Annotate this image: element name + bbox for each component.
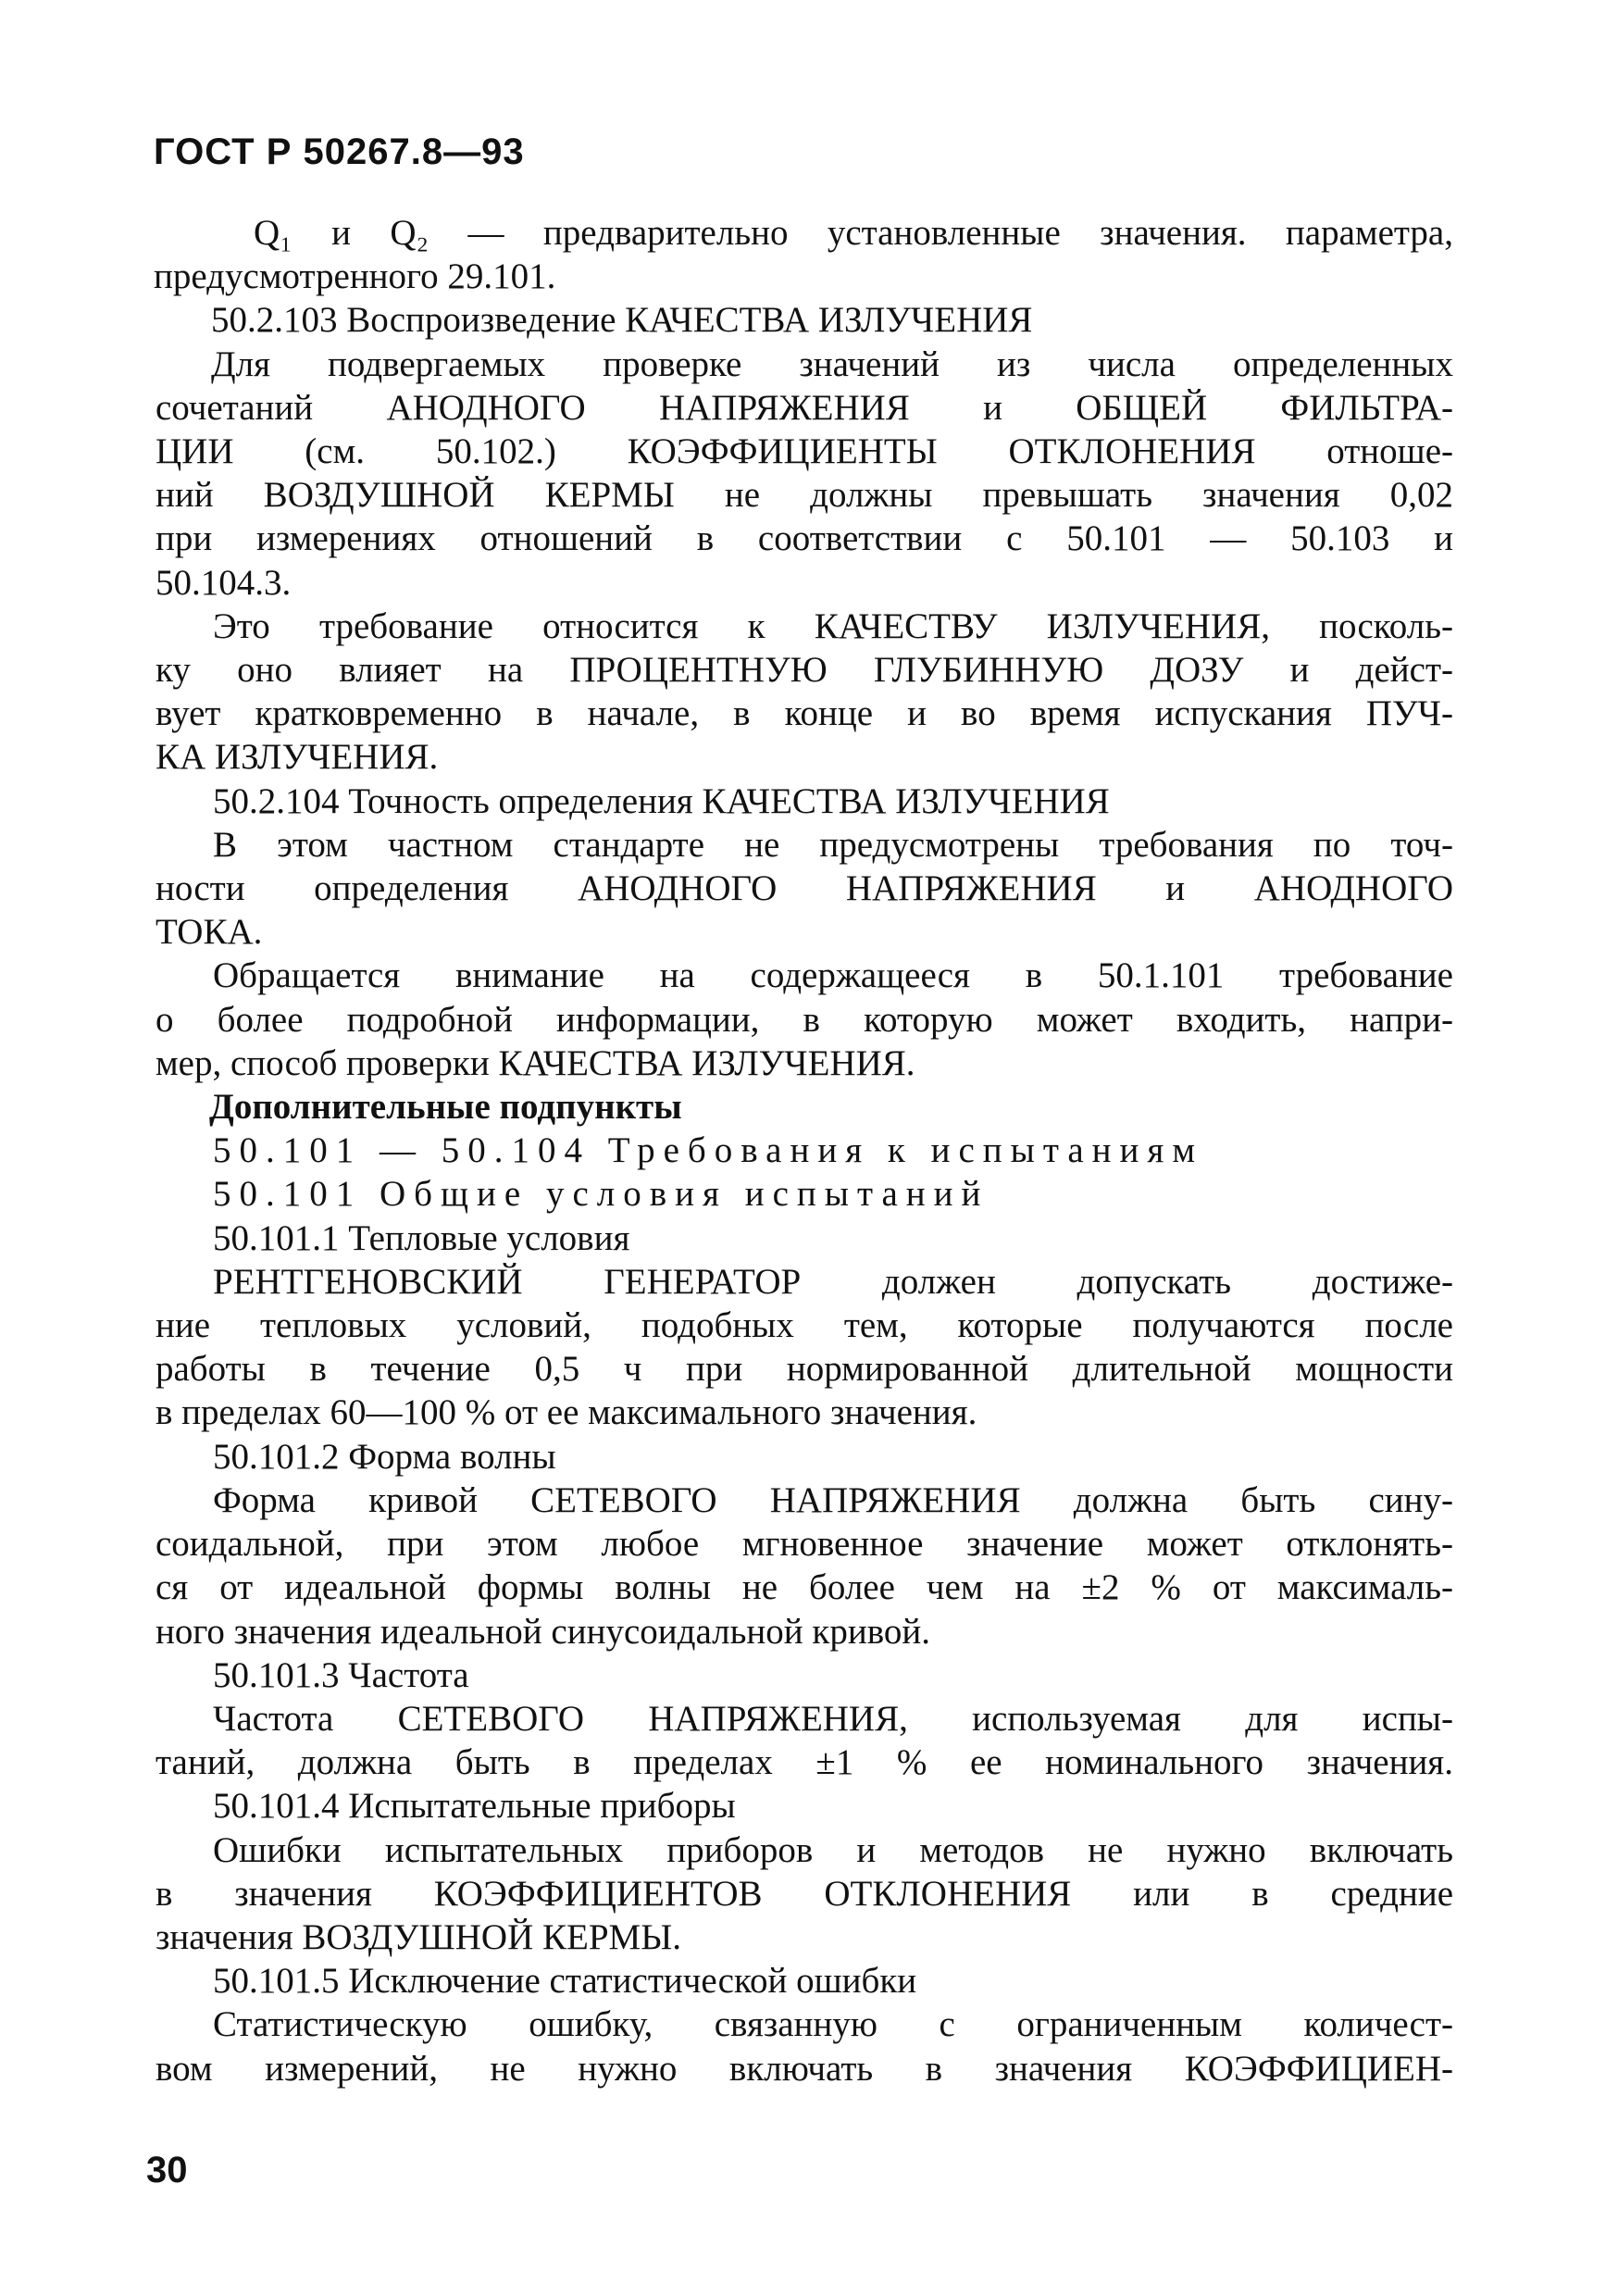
- section-heading: 50.101.1 Тепловые условия: [213, 1217, 630, 1258]
- text-line: РЕНТГЕНОВСКИЙ ГЕНЕРАТОР должен допускать достиже-: [213, 1261, 1453, 1302]
- text-line: ЦИИ (см. 50.102.) КОЭФФИЦИЕНТЫ ОТКЛОНЕНИЯ отноше-: [156, 431, 1453, 472]
- text-line: ности определения АНОДНОГО НАПРЯЖЕНИЯ и АНОДНОГО: [156, 868, 1453, 909]
- text-line: ку оно влияет на ПРОЦЕНТНУЮ ГЛУБИННУЮ ДОЗУ и дейст-: [156, 650, 1453, 691]
- text-line: в значения КОЭФФИЦИЕНТОВ ОТКЛОНЕНИЯ или в средние: [156, 1873, 1453, 1914]
- text-line: при измерениях отношений в соответствии с 50.101 — 50.103 и: [156, 518, 1453, 559]
- text-line: ние тепловых условий, подобных тем, которые получаются после: [156, 1305, 1453, 1346]
- text-line: таний, должна быть в пределах ±1 % ее номинального значения.: [156, 1742, 1453, 1783]
- text-line: предусмотренного 29.101.: [154, 256, 556, 297]
- section-heading: 50.101.5 Исключение статистической ошибки: [213, 1961, 917, 2002]
- section-heading: 50.101.4 Испытательные приборы: [213, 1786, 736, 1827]
- page-number: 30: [146, 2150, 188, 2190]
- text-line: Частота СЕТЕВОГО НАПРЯЖЕНИЯ, используемая для испы-: [213, 1698, 1453, 1739]
- text-line: сочетаний АНОДНОГО НАПРЯЖЕНИЯ и ОБЩЕЙ ФИЛЬТРА-: [156, 387, 1453, 428]
- text-line: Ошибки испытательных приборов и методов не нужно включать: [213, 1829, 1453, 1870]
- text-line: соидальной, при этом любое мгновенное значение может отклонять-: [156, 1524, 1453, 1565]
- page-header: ГОСТ Р 50267.8—93: [154, 131, 525, 172]
- text-line: значения ВОЗДУШНОЙ КЕРМЫ.: [156, 1916, 681, 1957]
- text-line: о более подробной информации, в которую может входить, напри-: [156, 999, 1453, 1040]
- text-line: ний ВОЗДУШНОЙ КЕРМЫ не должны превышать значения 0,02: [156, 475, 1453, 516]
- text-line: ТОКА.: [156, 912, 263, 953]
- text-line: Это требование относится к КАЧЕСТВУ ИЗЛУЧЕНИЯ, посколь-: [213, 605, 1453, 646]
- text-line: КА ИЗЛУЧЕНИЯ.: [156, 737, 439, 778]
- text-line: Для подвергаемых проверке значений из числа определенных: [211, 343, 1453, 384]
- text-line: Статистическую ошибку, связанную с ограниченным количест-: [213, 2004, 1453, 2045]
- text-line: 50.104.3.: [156, 562, 292, 603]
- section-heading: 50.2.104 Точность определения КАЧЕСТВА ИЗЛУЧЕНИЯ: [213, 780, 1110, 821]
- section-heading: 50.2.103 Воспроизведение КАЧЕСТВА ИЗЛУЧЕНИЯ: [211, 300, 1033, 341]
- section-heading: 50.101.2 Форма волны: [213, 1436, 556, 1477]
- text-line: В этом частном стандарте не предусмотрены требования по точ-: [213, 824, 1453, 865]
- text-line: мер, способ проверки КАЧЕСТВА ИЗЛУЧЕНИЯ.: [156, 1042, 915, 1083]
- text-line: ного значения идеальной синусоидальной кривой.: [156, 1611, 930, 1652]
- text-line: работы в течение 0,5 ч при нормированной длительной мощности: [156, 1349, 1453, 1390]
- text-line: Форма кривой СЕТЕВОГО НАПРЯЖЕНИЯ должна быть сину-: [213, 1479, 1453, 1520]
- text-line: Q₁ и Q₂ — предварительно установленные значения. параметра,: [254, 213, 1453, 253]
- section-heading: 50.101.3 Частота: [213, 1654, 469, 1695]
- section-heading: 50.101 — 50.104 Требования к испытаниям: [213, 1130, 1204, 1171]
- section-heading: 50.101 Общие условия испытаний: [213, 1174, 989, 1215]
- subsection-title: Дополнительные подпункты: [209, 1087, 682, 1128]
- text-line: в пределах 60—100 % от ее максимального значения.: [156, 1392, 977, 1433]
- body-text: [154, 211, 1453, 2090]
- text-line: вом измерений, не нужно включать в значения КОЭФФИЦИЕН-: [156, 2048, 1453, 2089]
- text-line: ся от идеальной формы волны не более чем на ±2 % от максималь-: [156, 1567, 1453, 1608]
- text-line: Обращается внимание на содержащееся в 50.1.101 требование: [213, 955, 1453, 996]
- text-line: вует кратковременно в начале, в конце и во время испускания ПУЧ-: [156, 693, 1453, 734]
